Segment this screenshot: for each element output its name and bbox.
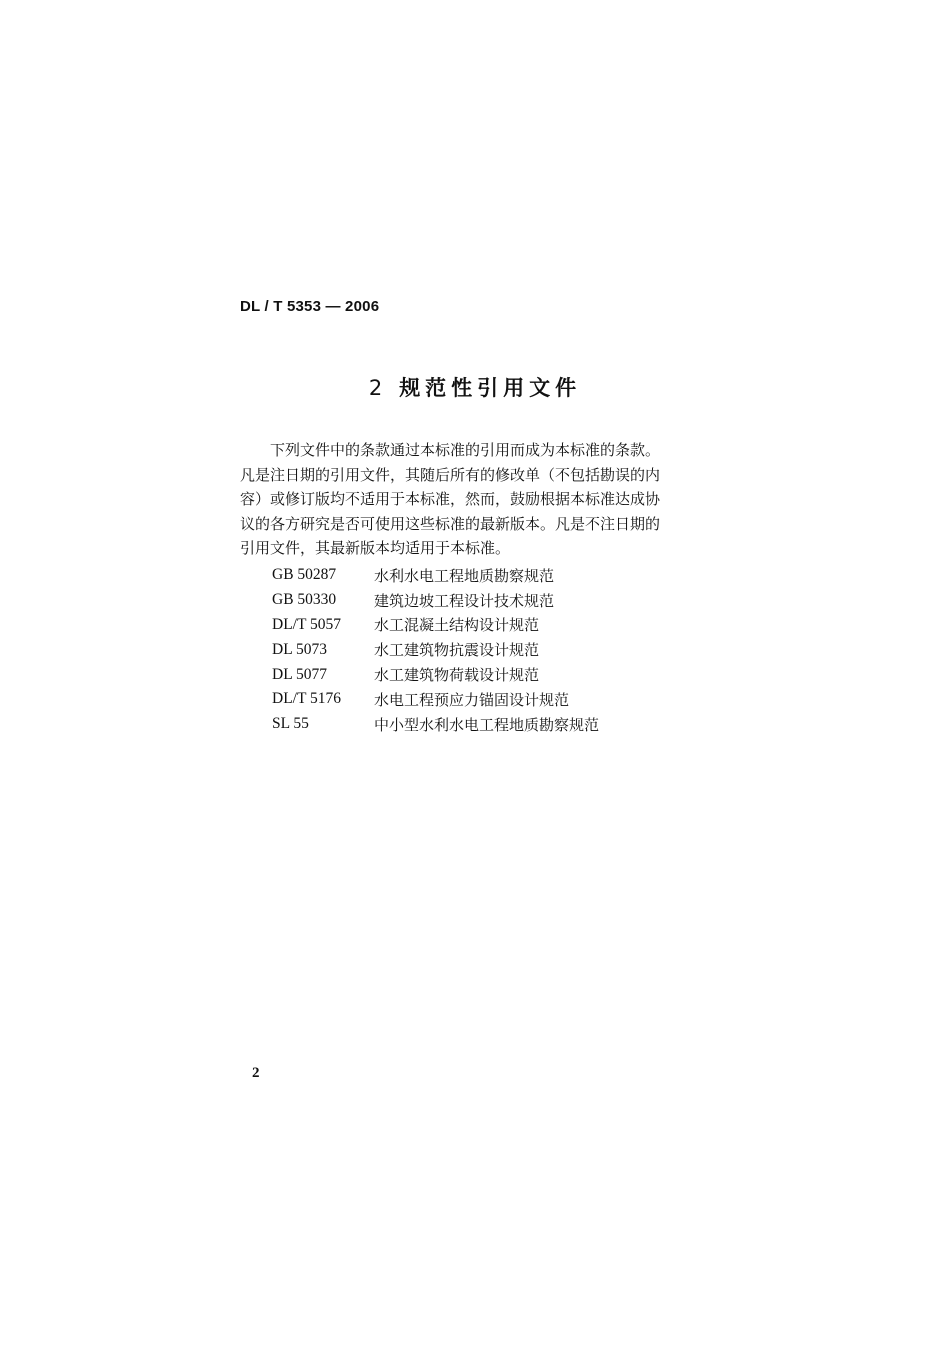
reference-title: 水工建筑物荷载设计规范 xyxy=(374,666,540,685)
section-number: 2 xyxy=(368,376,388,400)
list-item xyxy=(272,712,599,737)
page-number: 2 xyxy=(252,1065,260,1081)
list-item xyxy=(272,637,599,662)
paragraph-line: 引用文件，其最新版本均适用于本标准。 xyxy=(240,539,511,557)
list-item xyxy=(272,563,599,588)
reference-code: GB 50287 xyxy=(272,566,337,584)
standard-code-header: DL / T 5353 — 2006 xyxy=(240,298,380,315)
reference-title: 水工混凝土结构设计规范 xyxy=(374,616,540,635)
list-item xyxy=(272,687,599,712)
list-item xyxy=(272,588,599,613)
intro-paragraph xyxy=(240,438,712,561)
reference-code: DL/T 5176 xyxy=(272,690,342,708)
section-title-text: 规范性引用文件 xyxy=(399,376,582,400)
paragraph-line: 下列文件中的条款通过本标准的引用而成为本标准的条款。 xyxy=(240,441,661,459)
reference-code: DL/T 5057 xyxy=(272,615,342,633)
reference-title: 水利水电工程地质勘察规范 xyxy=(374,566,555,585)
reference-title: 水工建筑物抗震设计规范 xyxy=(374,641,540,660)
list-item xyxy=(272,613,599,638)
reference-list xyxy=(272,563,599,737)
reference-code: SL 55 xyxy=(272,715,309,733)
reference-title: 建筑边坡工程设计技术规范 xyxy=(374,591,555,610)
reference-code: GB 50330 xyxy=(272,591,337,609)
list-item xyxy=(272,662,599,687)
paragraph-line: 凡是注日期的引用文件，其随后所有的修改单（不包括勘误的内 xyxy=(240,465,661,484)
reference-title: 中小型水利水电工程地质勘察规范 xyxy=(374,715,600,734)
paragraph-line: 容）或修订版均不适用于本标准，然而，鼓励根据本标准达成协 xyxy=(240,490,661,508)
reference-title: 水电工程预应力锚固设计规范 xyxy=(374,690,570,709)
section-heading xyxy=(240,372,710,402)
paragraph-line: 议的各方研究是否可使用这些标准的最新版本。凡是不注日期的 xyxy=(240,514,661,533)
reference-code: DL 5073 xyxy=(272,640,327,658)
reference-code: DL 5077 xyxy=(272,665,327,683)
